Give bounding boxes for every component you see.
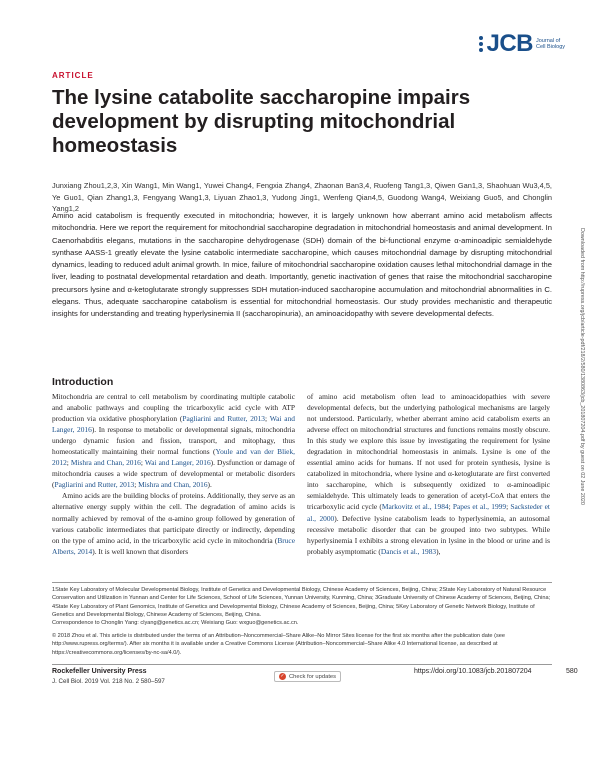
text-run: ). Dysfunction or damage of mitochondria causes a wide spectrum of developmental or metabolic disorders ( — [52, 458, 295, 490]
citation-link[interactable]: Pagliarini and Rutter, 2013 — [182, 414, 266, 424]
journal-logo — [479, 30, 570, 58]
check-for-updates-label: Check for updates — [289, 673, 337, 680]
intro-column-left — [52, 391, 295, 557]
publisher-name: Rockefeller University Press — [52, 668, 147, 675]
citation-link[interactable]: Dancis et al., 1983 — [380, 546, 437, 556]
intro-column-right — [307, 391, 550, 557]
text-run: Amino acids are the building blocks of proteins. Additionally, they serve as an alternative energy supply within the cell. The degradation of amino acids is normally achieved by removal of the α-amino group followed by generation of various catabolic intermediates that participate directly or indirectly, depending on the type of amino acid, in the tricarboxylic acid cycle in mitochondria ( — [52, 491, 295, 545]
doi-link[interactable]: https://doi.org/10.1083/jcb.201807204 — [414, 668, 532, 675]
text-run: ). Defective lysine catabolism leads to hyperlysinemia, an autosomal recessive metabolic disorder that can be grouped into two subtypes. While hyperlysinemia I exhibits a strong elevation in lysine in the blood or urine and is probably asymptomatic ( — [307, 513, 550, 556]
license-statement: © 2018 Zhou et al. This article is distributed under the terms of an Attribution–Noncommercial–Share Alike–No Mirror Sites license for the first six months after the publication date (see http://www.rupress.org/terms/). After six months it is available under a Creative Commons License (Attribution–Noncommercial–Share Alike 4.0 International license, as described at https://creativecommons.org/licenses/by-nc-sa/4.0/). — [52, 633, 505, 656]
update-check-icon: ✓ — [280, 673, 285, 679]
intro-paragraph-2 — [52, 490, 295, 556]
text-run: ). In response to metabolic or developmental signals, mitochondria undergo dynamic fusion and fission, transport, and mitophagy, thus homeostatically maintaining their normal functions ( — [52, 425, 295, 457]
citation-link[interactable]: Papes et al., 1999 — [452, 502, 507, 512]
article-title: The lysine catabolite saccharopine impairs development by disrupting mitochondrial homeostasis — [52, 86, 471, 157]
intro-paragraph-3: of amino acid metabolism often lead to aminoacidopathies with severe developmental defects, but the underlying pathological mechanisms are largely not understood. Particularly, whether aberrant amino acid catabolism exerts an adverse effect on mitochondrial structures and functions remains mostly obscure. In this study we explore this issue by investigating the requirement for lysine degradation in mitochondrial homeostasis in animals. Lysine is one of the essential amino acids for humans. If not used for protein synthesis, lysine is catabolized in mitochondria, where lysine and α-ketoglutarate are first converted into saccharopine, which is subsequently oxidized to α-aminoadipic semialdehyde. This ultimately leads to generation of acetyl-CoA that enters the tricarboxylic acid cycle (Markovitz et al., 1984; Papes et al., 1999; Sacksteder et al., 2000). Defective lysine catabolism leads to hyperlysinemia, an autosomal recessive metabolic disorder that can be grouped into two subtypes. While hyperlysinemia I exhibits a strong elevation in lysine in the blood or urine and is probably asymptomatic (Dancis et al., 1983), — [307, 392, 550, 556]
download-side-note — [579, 228, 588, 558]
logo-dots-icon — [479, 36, 483, 52]
citation-link[interactable]: Mishra and Chan, 2016 — [138, 480, 208, 490]
article-type-label: ARTICLE — [52, 71, 94, 80]
citation-link[interactable]: Sacksteder et al., 2000 — [307, 502, 550, 523]
text-run: ), — [436, 546, 441, 556]
logo-wordmark: JCB — [486, 30, 533, 57]
citation-link[interactable]: Wai and Langer, 2016 — [52, 414, 295, 435]
footer-divider — [52, 664, 552, 665]
download-side-note-text: Downloaded from http://rupress.org/jcb/article-pdf/218/2/580/1380863/jcb_201807204.pdf by guest on 02 June 2020 — [579, 228, 585, 505]
author-list: Junxiang Zhou1,2,3, Xin Wang1, Min Wang1, Yuwei Chang4, Fengxia Zhang4, Zhaonan Ban3,4, Ruofeng Tang1,3, Qiwen Gan1,3, Shaohuan Wu3,4,5, Ye Guo1, Qian Zhang1,3, Fengyang Wang1,3, Liyuan Zhao1,3, Yudong Jing1, Wenfeng Qian4,5, Guodong Wang4, Weixiang Guo5, and Chonglin Yang1,2 — [52, 181, 552, 213]
check-for-updates-button[interactable] — [274, 671, 341, 682]
text-run: Mitochondria are central to cell metabolism by coordinating multiple catabolic and anabolic pathways and coupling the tricarboxylic acid cycle with ATP production via oxidative phosphorylation ( — [52, 392, 295, 424]
citation-link[interactable]: Youle and van der Bliek, 2012 — [52, 447, 295, 468]
page-number: 580 — [566, 668, 578, 675]
logo-subtitle: Journal of Cell Biology — [536, 38, 566, 50]
citation-link[interactable]: Pagliarini and Rutter, 2013 — [54, 480, 135, 490]
footnote-divider — [52, 582, 552, 583]
abstract: Amino acid catabolism is frequently executed in mitochondria; however, it is largely unknown how aberrant amino acid metabolism affects mitochondria. Here we report the requirement for mitochondrial saccharopine degradation in mitochondrial homeostasis and animal development. In Caenorhabditis elegans, mutations in the saccharopine dehydrogenase (SDH) domain of the bi-functional enzyme α-aminoadipic semialdehyde synthase AASS-1 greatly elevate the lysine catabolic intermediate saccharopine, which causes mitochondrial damage by disrupting mitochondrial dynamics, leading to reduced adult animal growth. In mice, failure of mitochondrial saccharopine oxidation causes lethal mitochondrial damage in the liver, leading to postnatal developmental retardation and death. Importantly, genetic inactivation of genes that raise the mitochondrial saccharopine precursors lysine and α-ketoglutarate strongly suppresses SDH mutation-induced saccharopine accumulation and mitochondrial abnormalities in C. elegans. Thus, adequate saccharopine catabolism is essential for mitochondrial homeostasis. Our study provides mechanistic and therapeutic insights for understanding and treating hyperlysinemia II (saccharopinuria), an aminoacidopathy with severe developmental defects. — [52, 211, 552, 319]
citation-link[interactable]: Wai and Langer, 2016 — [144, 458, 211, 468]
correspondence: Correspondence to Chonglin Yang: clyang@genetics.ac.cn; Weixiang Guo: wxguo@genetics.ac.cn. — [52, 620, 299, 626]
introduction-heading: Introduction — [52, 376, 114, 388]
citation-link[interactable]: Markovitz et al., 1984 — [381, 502, 449, 512]
affiliation-footnotes: 1State Key Laboratory of Molecular Developmental Biology, Institute of Genetics and Developmental Biology, Chinese Academy of Sciences, Beijing, China; 2State Key Laboratory of Natural Resource Conservation and Utilization in Yunnan and Center for Life Sciences, School of Life Sciences, Yunnan University, Kunming, China; 3Graduate University of Chinese Academy of Sciences, Beijing, China; 4State Key Laboratory of Plant Genomics, Institute of Genetics and Developmental Biology, Chinese Academy of Sciences, Beijing, China; 5Key Laboratory of Genetic Network Biology, Institute of Genetics and Developmental Biology, Chinese Academy of Sciences, Beijing, China. — [52, 587, 551, 618]
intro-paragraph-1: Mitochondria are central to cell metabolism by coordinating multiple catabolic and anabolic pathways and coupling the tricarboxylic acid cycle with ATP production via oxidative phosphorylation (Pagliarini and Rutter, 2013; Wai and Langer, 2016). In response to metabolic or developmental signals, mitochondria undergo dynamic fusion and fission, transport, and mitophagy, thus homeostatically maintaining their normal functions (Youle and van der Bliek, 2012; Mishra and Chan, 2016; Wai and Langer, 2016). Dysfunction or damage of mitochondria causes a wide spectrum of developmental or metabolic disorders (Pagliarini and Rutter, 2013; Mishra and Chan, 2016). — [52, 392, 295, 490]
citation-link[interactable]: Mishra and Chan, 2016 — [70, 458, 141, 468]
journal-citation: J. Cell Biol. 2019 Vol. 218 No. 2 580–597 — [52, 678, 165, 685]
citation-link[interactable]: Bruce Alberts, 2014 — [52, 535, 295, 556]
text-run: ). It is well known that disorders — [92, 546, 189, 556]
text-run: of amino acid metabolism often lead to aminoacidopathies with severe developmental defects, but the underlying pathological mechanisms are largely not understood. Particularly, whether aberrant amino acid catabolism exerts an adverse effect on mitochondrial structures and functions remains mostly obscure. In this study we explore this issue by investigating the requirement for lysine degradation in mitochondrial homeostasis in animals. Lysine is one of the essential amino acids for humans. If not used for protein synthesis, lysine is catabolized in mitochondria, where lysine and α-ketoglutarate are first converted into saccharopine, which is subsequently oxidized to α-aminoadipic semialdehyde. This ultimately leads to generation of acetyl-CoA that enters the tricarboxylic acid cycle ( — [307, 392, 550, 512]
